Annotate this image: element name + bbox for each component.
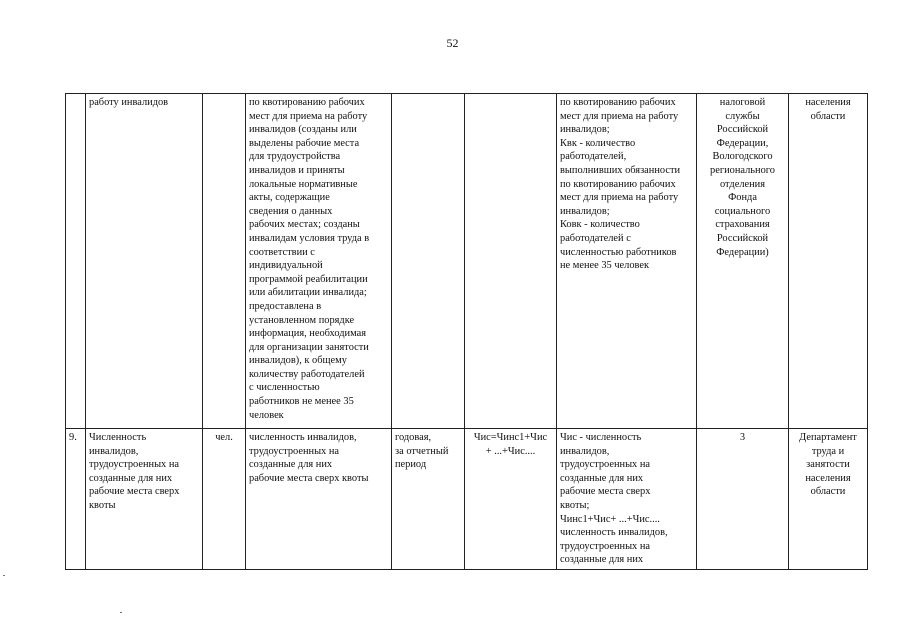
cell-responsible: населения области xyxy=(789,94,868,429)
cell-source: налоговой службы Российской Федерации, Вологодского регионального отделения Фонда социального страхования Российской Федерации) xyxy=(697,94,789,429)
cell-definition: численность инвалидов, трудоустроенных на созданные для них рабочие места сверх квоты xyxy=(246,429,392,570)
scan-speck xyxy=(120,612,122,613)
cell-formula xyxy=(465,94,557,429)
cell-periodicity: годовая, за отчетный период xyxy=(392,429,465,570)
cell-formula: Чис=Чинс1+Чис + ...+Чис.... xyxy=(465,429,557,570)
cell-indicator-name: работу инвалидов xyxy=(86,94,203,429)
cell-unit xyxy=(203,94,246,429)
cell-explanation: по квотированию рабочих мест для приема на работу инвалидов; Квк - количество работодателей, выполнивших обязанности по квотированию рабочих мест для приема на работу инвалидов; Ковк - количество работодателей с численностью работников не менее 35 человек xyxy=(557,94,697,429)
cell-number xyxy=(66,94,86,429)
cell-responsible: Департамент труда и занятости населения области xyxy=(789,429,868,570)
indicator-table xyxy=(65,93,868,570)
cell-source: 3 xyxy=(697,429,789,570)
cell-unit: чел. xyxy=(203,429,246,570)
cell-periodicity xyxy=(392,94,465,429)
scan-speck xyxy=(3,575,5,576)
cell-indicator-name: Численность инвалидов, трудоустроенных на созданные для них рабочие места сверх квоты xyxy=(86,429,203,570)
cell-explanation: Чис - численность инвалидов, трудоустроенных на созданные для них рабочие места сверх квоты; Чинс1+Чис+ ...+Чис.... численность инвалидов, трудоустроенных на созданные для них xyxy=(557,429,697,570)
cell-definition: по квотированию рабочих мест для приема на работу инвалидов (созданы или выделены рабочие места для трудоустройства инвалидов и приняты локальные нормативные акты, содержащие сведения о данных рабочих местах; созданы инвалидам условия труда в соответствии с индивидуальной программой реабилитации или абилитации инвалида; предоставлена в установленном порядке информация, необходимая для организации занятости инвалидов), к общему количеству работодателей с численностью работников не менее 35 человек xyxy=(246,94,392,429)
cell-number: 9. xyxy=(66,429,86,570)
page-number: 52 xyxy=(446,36,459,50)
table-row xyxy=(66,429,868,570)
table-row xyxy=(66,94,868,429)
